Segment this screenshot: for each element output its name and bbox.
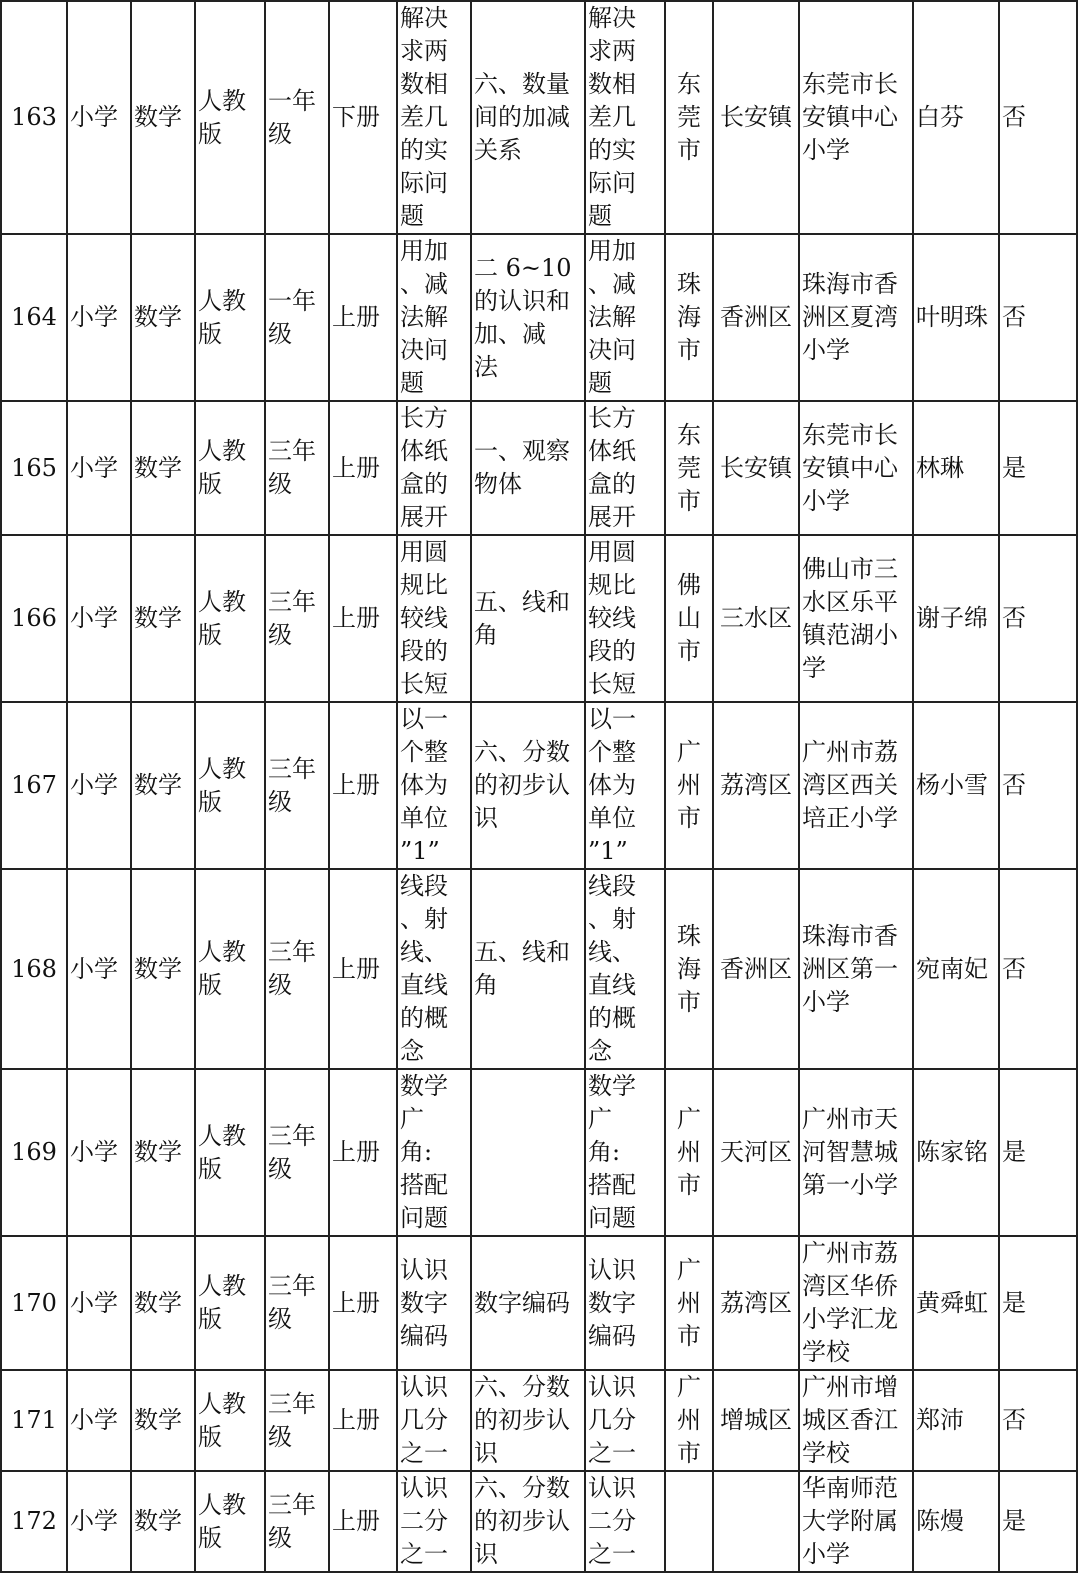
lesson-cell: 用加 、减 法解 决问 题 <box>397 234 471 401</box>
grade-cell: 三年级 <box>265 535 329 702</box>
topic-cell: 解决 求两 数相 差几 的实 际问 题 <box>585 1 665 234</box>
stage-cell: 小学 <box>67 1069 131 1236</box>
unit-cell: 六、分数 的初步认 识 <box>471 1370 585 1471</box>
teacher-cell: 谢子绵 <box>913 535 999 702</box>
row-number-cell: 164 <box>1 234 67 401</box>
table-row <box>1 1069 1077 1236</box>
grade-cell: 三年级 <box>265 1236 329 1370</box>
flag-cell: 是 <box>999 1069 1077 1236</box>
district-cell: 长安镇 <box>713 401 799 535</box>
grade-cell: 一年级 <box>265 1 329 234</box>
table-row <box>1 869 1077 1069</box>
subject-cell: 数学 <box>131 234 195 401</box>
stage-cell: 小学 <box>67 1370 131 1471</box>
lesson-cell: 长方 体纸 盒的 展开 <box>397 401 471 535</box>
unit-cell: 一、观察 物体 <box>471 401 585 535</box>
grade-cell: 三年级 <box>265 1069 329 1236</box>
city-cell: 珠 海 市 <box>665 234 713 401</box>
grade-cell: 三年级 <box>265 401 329 535</box>
topic-cell: 用加 、减 法解 决问 题 <box>585 234 665 401</box>
version-cell: 人教版 <box>195 1370 265 1471</box>
version-cell: 人教版 <box>195 1471 265 1572</box>
stage-cell: 小学 <box>67 401 131 535</box>
district-cell: 香洲区 <box>713 869 799 1069</box>
school-cell: 佛山市三 水区乐平 镇范湖小 学 <box>799 535 913 702</box>
district-cell: 天河区 <box>713 1069 799 1236</box>
school-cell: 广州市荔 湾区西关 培正小学 <box>799 702 913 869</box>
row-number-cell: 169 <box>1 1069 67 1236</box>
district-cell: 三水区 <box>713 535 799 702</box>
version-cell: 人教版 <box>195 1236 265 1370</box>
version-cell: 人教版 <box>195 234 265 401</box>
unit-cell: 五、线和 角 <box>471 535 585 702</box>
district-cell: 荔湾区 <box>713 702 799 869</box>
topic-cell: 线段 、射 线、 直线 的概 念 <box>585 869 665 1069</box>
volume-cell: 上册 <box>329 869 397 1069</box>
district-cell <box>713 1471 799 1572</box>
subject-cell: 数学 <box>131 869 195 1069</box>
stage-cell: 小学 <box>67 535 131 702</box>
volume-cell: 上册 <box>329 401 397 535</box>
school-cell: 广州市增 城区香江 学校 <box>799 1370 913 1471</box>
table-row <box>1 535 1077 702</box>
row-number-cell: 163 <box>1 1 67 234</box>
row-number-cell: 170 <box>1 1236 67 1370</box>
unit-cell: 六、分数 的初步认 识 <box>471 1471 585 1572</box>
school-cell: 华南师范 大学附属 小学 <box>799 1471 913 1572</box>
grade-cell: 三年级 <box>265 702 329 869</box>
school-cell: 珠海市香 洲区第一 小学 <box>799 869 913 1069</box>
flag-cell: 否 <box>999 535 1077 702</box>
version-cell: 人教版 <box>195 1069 265 1236</box>
school-cell: 珠海市香 洲区夏湾 小学 <box>799 234 913 401</box>
subject-cell: 数学 <box>131 401 195 535</box>
teacher-cell: 宛南妃 <box>913 869 999 1069</box>
version-cell: 人教版 <box>195 401 265 535</box>
grade-cell: 一年级 <box>265 234 329 401</box>
subject-cell: 数学 <box>131 1236 195 1370</box>
grade-cell: 三年级 <box>265 1471 329 1572</box>
volume-cell: 上册 <box>329 1471 397 1572</box>
table-row <box>1 234 1077 401</box>
row-number-cell: 166 <box>1 535 67 702</box>
subject-cell: 数学 <box>131 1 195 234</box>
city-cell: 佛 山 市 <box>665 535 713 702</box>
topic-cell: 认识 二分 之一 <box>585 1471 665 1572</box>
school-cell: 广州市荔 湾区华侨 小学汇龙 学校 <box>799 1236 913 1370</box>
stage-cell: 小学 <box>67 1236 131 1370</box>
teacher-cell: 黄舜虹 <box>913 1236 999 1370</box>
unit-cell: 六、分数 的初步认 识 <box>471 702 585 869</box>
subject-cell: 数学 <box>131 535 195 702</box>
city-cell: 广 州 市 <box>665 1236 713 1370</box>
stage-cell: 小学 <box>67 1 131 234</box>
table-row <box>1 1236 1077 1370</box>
unit-cell: 五、线和 角 <box>471 869 585 1069</box>
version-cell: 人教版 <box>195 702 265 869</box>
table-row <box>1 1471 1077 1572</box>
teacher-cell: 叶明珠 <box>913 234 999 401</box>
city-cell: 东 莞 市 <box>665 1 713 234</box>
school-cell: 东莞市长 安镇中心 小学 <box>799 401 913 535</box>
teacher-cell: 陈家铭 <box>913 1069 999 1236</box>
subject-cell: 数学 <box>131 1069 195 1236</box>
version-cell: 人教版 <box>195 869 265 1069</box>
stage-cell: 小学 <box>67 1471 131 1572</box>
row-number-cell: 172 <box>1 1471 67 1572</box>
grade-cell: 三年级 <box>265 869 329 1069</box>
flag-cell: 是 <box>999 1471 1077 1572</box>
table-row <box>1 1370 1077 1471</box>
table-row <box>1 401 1077 535</box>
stage-cell: 小学 <box>67 869 131 1069</box>
table-row <box>1 1 1077 234</box>
district-cell: 香洲区 <box>713 234 799 401</box>
version-cell: 人教版 <box>195 1 265 234</box>
lesson-cell: 以一 个整 体为 单位 ”1” <box>397 702 471 869</box>
subject-cell: 数学 <box>131 1370 195 1471</box>
topic-cell: 认识 几分 之一 <box>585 1370 665 1471</box>
topic-cell: 以一 个整 体为 单位 ”1” <box>585 702 665 869</box>
city-cell: 广 州 市 <box>665 702 713 869</box>
lesson-cell: 解决 求两 数相 差几 的实 际问 题 <box>397 1 471 234</box>
flag-cell: 否 <box>999 1370 1077 1471</box>
lesson-cell: 认识 几分 之一 <box>397 1370 471 1471</box>
lesson-cell: 用圆 规比 较线 段的 长短 <box>397 535 471 702</box>
subject-cell: 数学 <box>131 702 195 869</box>
row-number-cell: 167 <box>1 702 67 869</box>
district-cell: 增城区 <box>713 1370 799 1471</box>
topic-cell: 认识 数字 编码 <box>585 1236 665 1370</box>
city-cell <box>665 1471 713 1572</box>
row-number-cell: 168 <box>1 869 67 1069</box>
subject-cell: 数学 <box>131 1471 195 1572</box>
volume-cell: 上册 <box>329 1236 397 1370</box>
volume-cell: 上册 <box>329 702 397 869</box>
stage-cell: 小学 <box>67 234 131 401</box>
table-row <box>1 702 1077 869</box>
topic-cell: 长方 体纸 盒的 展开 <box>585 401 665 535</box>
lesson-cell: 认识 数字 编码 <box>397 1236 471 1370</box>
lesson-cell: 数学 广 角: 搭配 问题 <box>397 1069 471 1236</box>
flag-cell: 否 <box>999 1 1077 234</box>
city-cell: 珠 海 市 <box>665 869 713 1069</box>
district-cell: 荔湾区 <box>713 1236 799 1370</box>
stage-cell: 小学 <box>67 702 131 869</box>
topic-cell: 数学 广 角: 搭配 问题 <box>585 1069 665 1236</box>
flag-cell: 否 <box>999 234 1077 401</box>
unit-cell: 六、数量 间的加减 关系 <box>471 1 585 234</box>
version-cell: 人教版 <box>195 535 265 702</box>
district-cell: 长安镇 <box>713 1 799 234</box>
volume-cell: 下册 <box>329 1 397 234</box>
volume-cell: 上册 <box>329 1370 397 1471</box>
volume-cell: 上册 <box>329 234 397 401</box>
city-cell: 东 莞 市 <box>665 401 713 535</box>
row-number-cell: 165 <box>1 401 67 535</box>
flag-cell: 否 <box>999 702 1077 869</box>
city-cell: 广 州 市 <box>665 1069 713 1236</box>
unit-cell: 数字编码 <box>471 1236 585 1370</box>
teacher-cell: 陈熳 <box>913 1471 999 1572</box>
teacher-cell: 杨小雪 <box>913 702 999 869</box>
lesson-cell: 线段 、射 线、 直线 的概 念 <box>397 869 471 1069</box>
volume-cell: 上册 <box>329 1069 397 1236</box>
unit-cell: 二 6~10 的认识和 加、减 法 <box>471 234 585 401</box>
lesson-cell: 认识 二分 之一 <box>397 1471 471 1572</box>
flag-cell: 否 <box>999 869 1077 1069</box>
school-cell: 东莞市长 安镇中心 小学 <box>799 1 913 234</box>
teacher-cell: 林琳 <box>913 401 999 535</box>
grade-cell: 三年级 <box>265 1370 329 1471</box>
city-cell: 广 州 市 <box>665 1370 713 1471</box>
teacher-cell: 白芬 <box>913 1 999 234</box>
teacher-cell: 郑沛 <box>913 1370 999 1471</box>
unit-cell <box>471 1069 585 1236</box>
row-number-cell: 171 <box>1 1370 67 1471</box>
topic-cell: 用圆 规比 较线 段的 长短 <box>585 535 665 702</box>
flag-cell: 是 <box>999 401 1077 535</box>
volume-cell: 上册 <box>329 535 397 702</box>
flag-cell: 是 <box>999 1236 1077 1370</box>
school-cell: 广州市天 河智慧城 第一小学 <box>799 1069 913 1236</box>
